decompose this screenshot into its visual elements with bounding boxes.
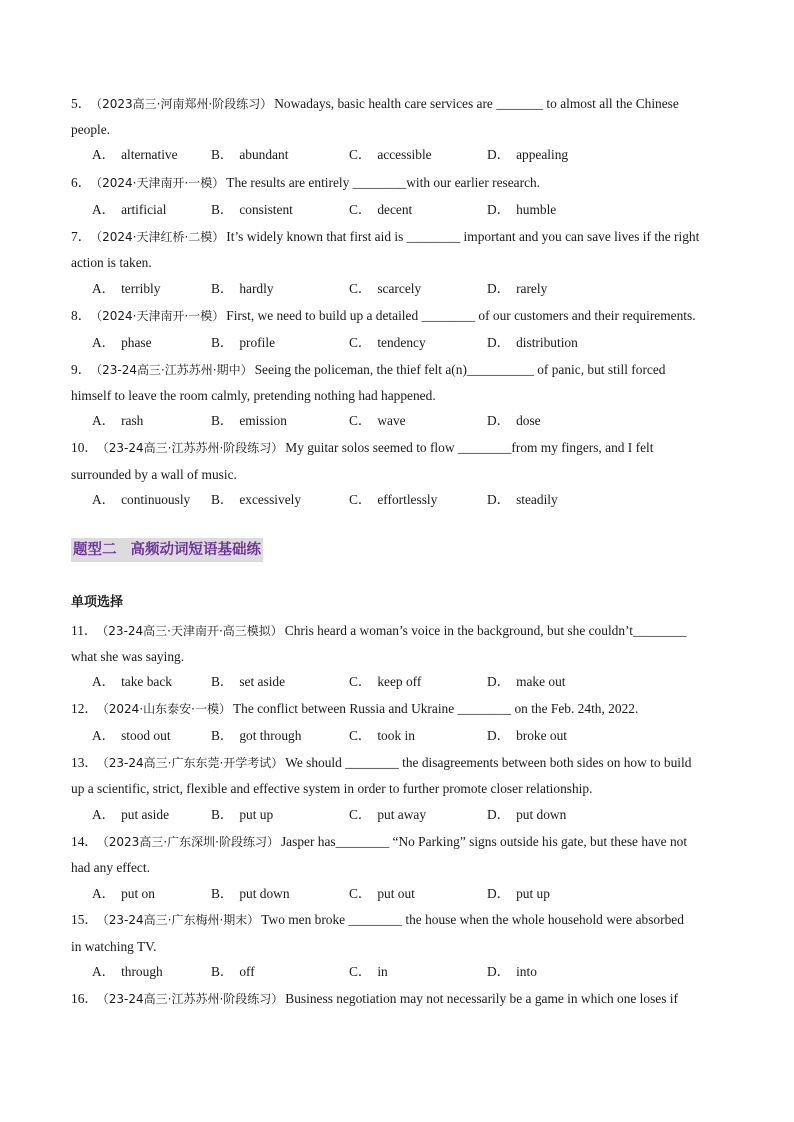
- option-b[interactable]: B． off: [211, 964, 255, 979]
- options-row: [92, 491, 732, 509]
- option-d[interactable]: D． appealing: [487, 147, 569, 162]
- options-row: [92, 885, 732, 903]
- subheading: 单项选择: [71, 595, 124, 610]
- option-b[interactable]: B． abundant: [211, 147, 289, 162]
- question-source: （2023高三·河南郑州·阶段练习）: [96, 97, 273, 111]
- question-stem: The results are entirely ________with our earlier research.: [226, 175, 541, 190]
- options-row: [92, 334, 732, 352]
- question-number: 11．: [71, 623, 98, 638]
- question-source: （23-24高三·广东梅州·期末）: [102, 913, 260, 927]
- question-number: 14．: [71, 834, 98, 849]
- question-stem-continued: in watching TV.: [71, 939, 157, 954]
- question-stem: Nowadays, basic health care services are _______ to almost all the Chinese: [274, 96, 679, 111]
- question-stem: We should ________ the disagreements between both sides on how to build: [285, 755, 692, 770]
- question-stem: It’s widely known that first aid is ________ important and you can save lives if the right: [226, 229, 700, 244]
- options-row: [92, 963, 732, 981]
- option-b[interactable]: B． hardly: [211, 281, 274, 296]
- option-c[interactable]: C． scarcely: [349, 281, 422, 296]
- question-source: （23-24高三·天津南开·高三模拟）: [102, 624, 283, 638]
- option-d[interactable]: D． make out: [487, 674, 566, 689]
- question-7: [71, 228, 734, 246]
- option-b[interactable]: B． put up: [211, 807, 274, 822]
- question-stem: Two men broke ________ the house when the whole household were absorbed: [261, 912, 684, 927]
- question-5: [71, 95, 734, 113]
- option-a[interactable]: A． artificial: [92, 202, 167, 217]
- option-c[interactable]: C． accessible: [349, 147, 432, 162]
- question-10: [71, 439, 734, 457]
- option-d[interactable]: D． into: [487, 964, 537, 979]
- option-a[interactable]: A． alternative: [92, 147, 178, 162]
- question-12: [71, 700, 734, 718]
- question-source: （2024·天津红桥·二模）: [96, 230, 225, 244]
- question-number: 12．: [71, 701, 98, 716]
- question-stem: Chris heard a woman’s voice in the background, but she couldn’t________: [284, 623, 687, 638]
- question-stem-continued: up a scientific, strict, flexible and effective system in order to further promote closer relationship.: [71, 781, 593, 796]
- option-a[interactable]: A． put on: [92, 886, 155, 901]
- question-number: 8．: [71, 308, 92, 323]
- section-title: 高频动词短语基础练: [130, 542, 261, 558]
- question-stem: The conflict between Russia and Ukraine ________ on the Feb. 24th, 2022.: [232, 701, 639, 716]
- option-d[interactable]: D． humble: [487, 202, 557, 217]
- section-header: [71, 538, 263, 562]
- question-source: （2024·天津南开·一模）: [96, 309, 225, 323]
- question-number: 9．: [71, 362, 92, 377]
- options-row: [92, 201, 732, 219]
- options-row: [92, 673, 732, 691]
- option-d[interactable]: D． broke out: [487, 728, 568, 743]
- option-d[interactable]: D． rarely: [487, 281, 548, 296]
- question-16: [71, 990, 734, 1008]
- option-c[interactable]: C． decent: [349, 202, 413, 217]
- options-row: [92, 412, 732, 430]
- option-d[interactable]: D． distribution: [487, 335, 578, 350]
- question-number: 13．: [71, 755, 98, 770]
- option-b[interactable]: B． excessively: [211, 492, 302, 507]
- option-b[interactable]: B． set aside: [211, 674, 286, 689]
- question-15: [71, 911, 734, 929]
- question-stem: My guitar solos seemed to flow ________from my fingers, and I felt: [285, 440, 654, 455]
- option-b[interactable]: B． profile: [211, 335, 276, 350]
- option-a[interactable]: A． terribly: [92, 281, 161, 296]
- question-number: 5．: [71, 96, 92, 111]
- section-label: 题型二: [73, 542, 117, 558]
- option-c[interactable]: C． wave: [349, 413, 406, 428]
- option-b[interactable]: B． consistent: [211, 202, 293, 217]
- question-stem-continued: people.: [71, 122, 111, 137]
- question-source: （23-24高三·江苏苏州·阶段练习）: [102, 992, 284, 1006]
- question-stem: Jasper has________ “No Parking” signs outside his gate, but these have not: [280, 834, 688, 849]
- option-a[interactable]: A． put aside: [92, 807, 170, 822]
- option-a[interactable]: A． through: [92, 964, 163, 979]
- question-8: [71, 307, 734, 325]
- question-number: 15．: [71, 912, 98, 927]
- option-b[interactable]: B． put down: [211, 886, 290, 901]
- question-stem-continued: surrounded by a wall of music.: [71, 467, 237, 482]
- option-d[interactable]: D． put up: [487, 886, 550, 901]
- option-a[interactable]: A． take back: [92, 674, 172, 689]
- question-stem: First, we need to build up a detailed ________ of our customers and their requirements.: [226, 308, 696, 323]
- question-6: [71, 174, 734, 192]
- question-source: （23-24高三·江苏苏州·阶段练习）: [102, 441, 284, 455]
- option-a[interactable]: A． phase: [92, 335, 152, 350]
- option-c[interactable]: C． tendency: [349, 335, 426, 350]
- question-number: 6．: [71, 175, 92, 190]
- option-d[interactable]: D． dose: [487, 413, 541, 428]
- question-11: [71, 622, 734, 640]
- option-c[interactable]: C． took in: [349, 728, 415, 743]
- question-source: （23-24高三·江苏苏州·期中）: [96, 363, 253, 377]
- question-9: [71, 361, 734, 379]
- question-number: 7．: [71, 229, 92, 244]
- option-d[interactable]: D． put down: [487, 807, 567, 822]
- question-number: 16．: [71, 991, 98, 1006]
- question-source: （2024·山东泰安·一模）: [102, 702, 231, 716]
- option-c[interactable]: C． put out: [349, 886, 415, 901]
- option-a[interactable]: A． continuously: [92, 492, 191, 507]
- option-a[interactable]: A． stood out: [92, 728, 171, 743]
- question-stem-continued: action is taken.: [71, 255, 152, 270]
- question-number: 10．: [71, 440, 98, 455]
- option-d[interactable]: D． steadily: [487, 492, 558, 507]
- options-row: [92, 727, 732, 745]
- option-c[interactable]: C． put away: [349, 807, 427, 822]
- options-row: [92, 806, 732, 824]
- question-stem: Seeing the policeman, the thief felt a(n)__________ of panic, but still forced: [254, 362, 666, 377]
- option-c[interactable]: C． keep off: [349, 674, 422, 689]
- option-c[interactable]: C． effortlessly: [349, 492, 438, 507]
- options-row: [92, 280, 732, 298]
- question-14: [71, 833, 734, 851]
- question-source: （2023高三·广东深圳·阶段练习）: [102, 835, 279, 849]
- option-a[interactable]: A． rash: [92, 413, 144, 428]
- question-source: （2024·天津南开·一模）: [96, 176, 225, 190]
- option-b[interactable]: B． got through: [211, 728, 302, 743]
- question-stem-continued: himself to leave the room calmly, pretending nothing had happened.: [71, 388, 436, 403]
- question-source: （23-24高三·广东东莞·开学考试）: [102, 756, 284, 770]
- question-stem-continued: had any effect.: [71, 860, 150, 875]
- question-stem: Business negotiation may not necessarily be a game in which one loses if: [285, 991, 678, 1006]
- question-stem-continued: what she was saying.: [71, 649, 185, 664]
- option-b[interactable]: B． emission: [211, 413, 287, 428]
- option-c[interactable]: C． in: [349, 964, 388, 979]
- options-row: [92, 146, 732, 164]
- question-13: [71, 754, 734, 772]
